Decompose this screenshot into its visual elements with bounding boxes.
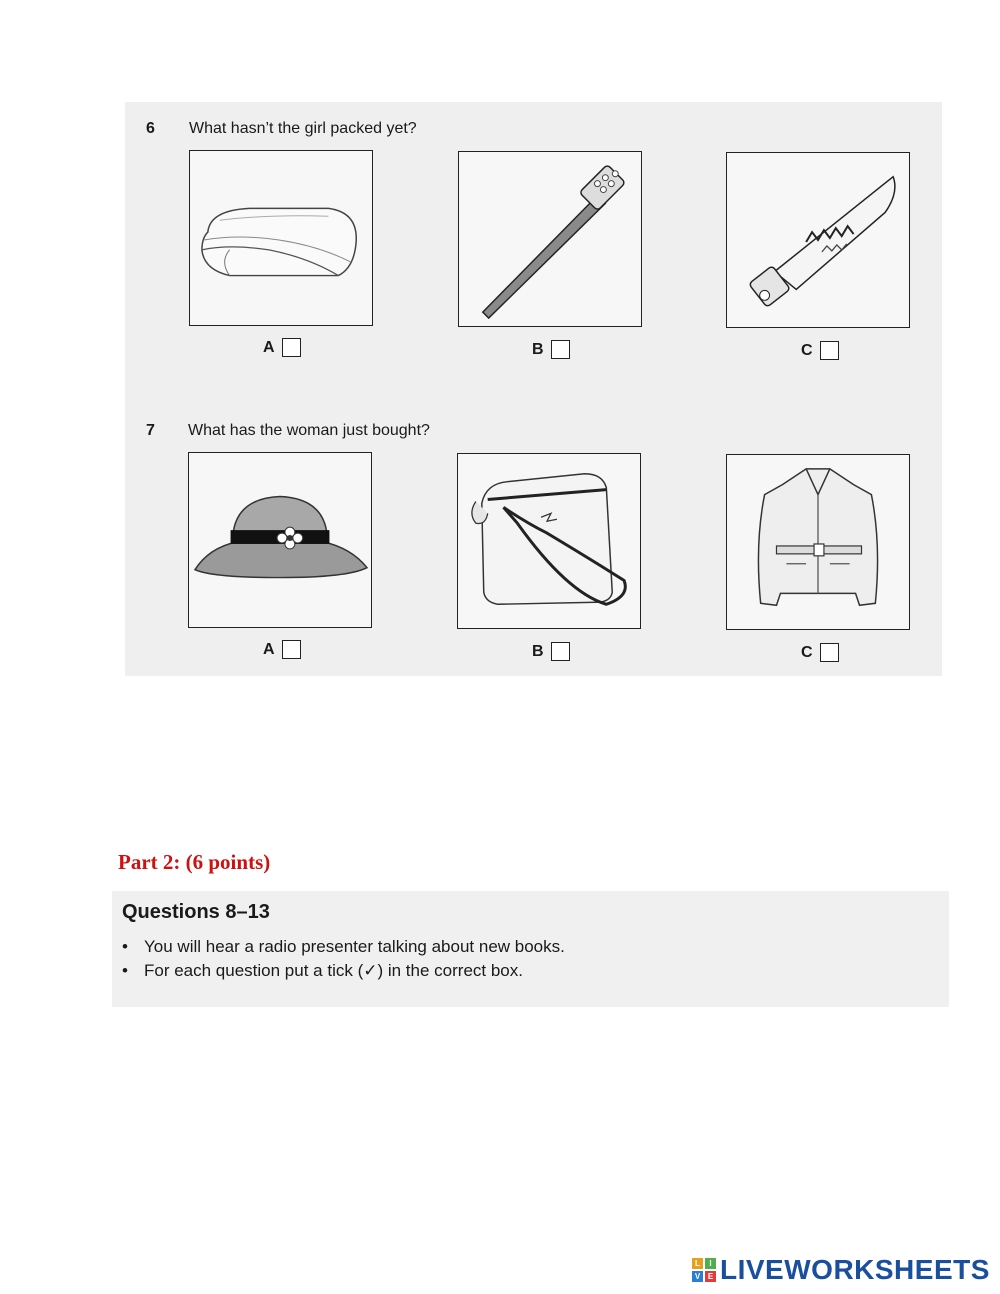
option-6a-letter: A <box>263 338 275 356</box>
instruction-text: You will hear a radio presenter talking about new books. <box>144 937 565 956</box>
option-7a-letter: A <box>263 640 275 658</box>
jacket-icon <box>727 455 909 629</box>
listening-part1-panel <box>125 102 942 676</box>
option-7a-image <box>188 452 372 628</box>
option-6c[interactable] <box>801 341 839 360</box>
option-7c[interactable] <box>801 643 839 662</box>
toothbrush-icon <box>459 152 641 326</box>
option-7c-checkbox[interactable] <box>820 643 839 662</box>
option-6b[interactable] <box>532 340 570 359</box>
liveworksheets-logo <box>692 1254 990 1286</box>
option-6a[interactable] <box>263 338 301 357</box>
brand-name: LIVEWORKSHEETS <box>720 1254 990 1285</box>
question-7-text: What has the woman just bought? <box>188 422 430 439</box>
option-7c-image <box>726 454 910 630</box>
logo-letter: I <box>705 1258 716 1269</box>
option-7b-letter: B <box>532 642 544 660</box>
instruction-item: • You will hear a radio presenter talking about new books. <box>122 937 565 956</box>
option-7b[interactable] <box>532 642 570 661</box>
logo-letter: E <box>705 1271 716 1282</box>
option-7b-checkbox[interactable] <box>551 642 570 661</box>
option-6c-image <box>726 152 910 328</box>
instruction-text: For each question put a tick (✓) in the correct box. <box>144 961 523 980</box>
question-7-number: 7 <box>146 422 155 439</box>
part2-instructions-panel <box>112 891 949 1007</box>
option-6b-checkbox[interactable] <box>551 340 570 359</box>
logo-letter: V <box>692 1271 703 1282</box>
option-6a-checkbox[interactable] <box>282 338 301 357</box>
option-6c-checkbox[interactable] <box>820 341 839 360</box>
option-7a[interactable] <box>263 640 301 659</box>
logo-grid-icon <box>692 1258 716 1282</box>
handbag-icon <box>458 454 640 628</box>
part2-heading: Questions 8–13 <box>122 901 270 923</box>
option-7c-letter: C <box>801 643 813 661</box>
option-6a-image <box>189 150 373 326</box>
logo-letter: L <box>692 1258 703 1269</box>
option-6c-letter: C <box>801 341 813 359</box>
instruction-item: • For each question put a tick (✓) in the correct box. <box>122 961 523 980</box>
folded-towel-icon <box>190 151 372 325</box>
option-6b-letter: B <box>532 340 544 358</box>
toothpaste-tube-icon <box>727 153 909 327</box>
option-6b-image <box>458 151 642 327</box>
part2-title: Part 2: (6 points) <box>118 850 271 874</box>
question-6-text: What hasn’t the girl packed yet? <box>189 120 417 137</box>
instruction-list <box>122 937 565 985</box>
option-7a-checkbox[interactable] <box>282 640 301 659</box>
hat-icon <box>189 453 371 627</box>
question-6-number: 6 <box>146 120 155 137</box>
option-7b-image <box>457 453 641 629</box>
